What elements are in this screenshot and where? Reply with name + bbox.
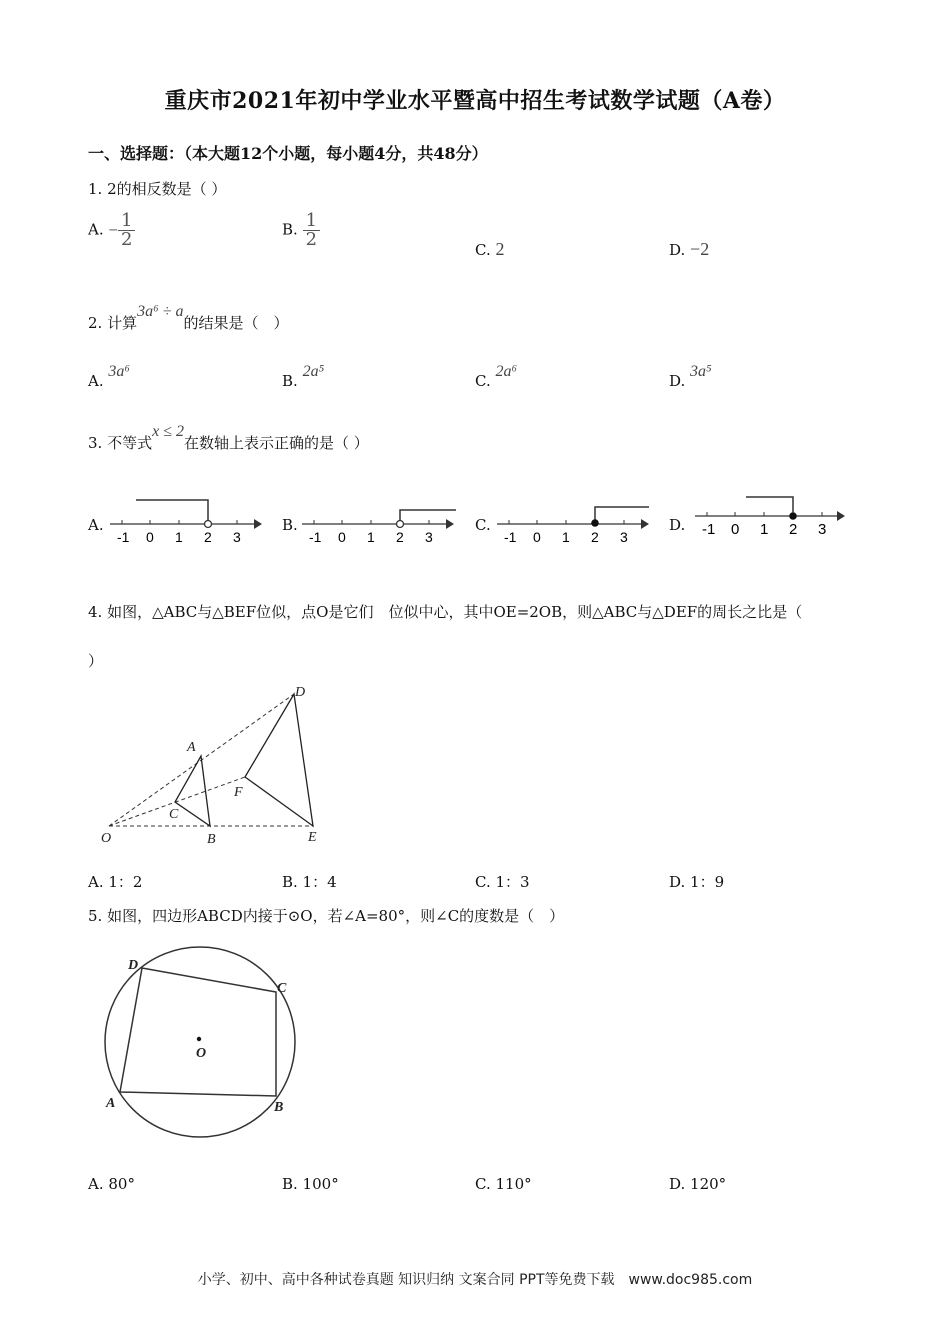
tick-label: 1 bbox=[175, 529, 183, 545]
point-label-b: B bbox=[207, 832, 216, 847]
q3-option-c-numberline bbox=[491, 492, 655, 548]
q3-b-label: B. bbox=[282, 516, 298, 534]
q3-option-d-numberline bbox=[689, 488, 849, 544]
arrow-icon bbox=[641, 519, 649, 529]
q3-stem-pre: 3. 不等式 bbox=[88, 434, 153, 452]
q3-expression: x ≤ 2 bbox=[152, 423, 184, 440]
q2-b-label: B. bbox=[282, 372, 298, 390]
tick-label: 1 bbox=[760, 521, 769, 538]
tick-label: 3 bbox=[818, 521, 827, 538]
q5-stem: 5. 如图，四边形ABCD内接于⊙O，若∠A=80°，则∠C的度数是（ ） bbox=[88, 907, 565, 925]
tick-label: -1 bbox=[117, 529, 130, 545]
point-label-f: F bbox=[234, 785, 243, 800]
point-label-e: E bbox=[308, 830, 317, 845]
point-label-o: O bbox=[196, 1046, 207, 1061]
point-label-o: O bbox=[101, 831, 112, 846]
q2-option-a bbox=[88, 362, 130, 390]
q1-b-fraction bbox=[303, 212, 320, 249]
point-label-d: D bbox=[128, 958, 139, 973]
q1-option-a bbox=[88, 212, 135, 249]
q1-d-label: D. bbox=[669, 241, 686, 259]
triangles bbox=[175, 694, 313, 826]
q3-a-label: A. bbox=[88, 516, 104, 534]
ray-right bbox=[595, 507, 649, 520]
q5-option-a: A. 80° bbox=[88, 1175, 135, 1193]
q1-b-num: 1 bbox=[303, 212, 320, 231]
quadrilateral-abcd bbox=[120, 968, 276, 1096]
q4-option-c: C. 1：3 bbox=[475, 873, 530, 891]
tick-label: 3 bbox=[233, 529, 241, 545]
q1-c-value: 2 bbox=[495, 239, 505, 259]
tick-label: 0 bbox=[731, 521, 740, 538]
arrow-icon bbox=[446, 519, 454, 529]
q2-d-label: D. bbox=[669, 372, 686, 390]
q1-a-den: 2 bbox=[120, 229, 133, 250]
q1-a-fraction bbox=[118, 212, 135, 249]
q5-option-c: C. 110° bbox=[475, 1175, 532, 1193]
q3-c-label: C. bbox=[475, 516, 491, 534]
tick-label: 1 bbox=[367, 529, 375, 545]
circle-o bbox=[105, 947, 295, 1137]
q1-a-num: 1 bbox=[118, 212, 135, 231]
q2-b-value: 2a⁵ bbox=[302, 363, 325, 380]
q3-stem bbox=[88, 423, 369, 453]
closed-point bbox=[789, 512, 797, 520]
point-label-a: A bbox=[187, 740, 196, 755]
q1-d-value: −2 bbox=[690, 239, 710, 259]
q4-stem: 4. 如图，△ABC与△BEF位似，点O是它们 位似中心，其中OE=2OB，则△ABC与△DEF的周长之比是（ bbox=[88, 603, 803, 621]
q2-expression: 3a⁶ ÷ a bbox=[137, 303, 184, 320]
open-point bbox=[397, 521, 404, 528]
q5-option-d: D. 120° bbox=[669, 1175, 727, 1193]
q2-a-label: A. bbox=[88, 372, 104, 390]
q1-option-b bbox=[282, 212, 320, 249]
q1-b-den: 2 bbox=[305, 229, 318, 250]
q4-option-b: B. 1：4 bbox=[282, 873, 337, 891]
q2-c-value: 2a⁶ bbox=[495, 363, 518, 380]
tick-label: 0 bbox=[146, 529, 154, 545]
q4-option-a: A. 1：2 bbox=[88, 873, 143, 891]
q4-option-d: D. 1：9 bbox=[669, 873, 725, 891]
point-label-c: C bbox=[277, 981, 287, 996]
arrow-icon bbox=[837, 511, 845, 521]
tick-label: 3 bbox=[620, 529, 628, 545]
tick-label: 2 bbox=[204, 529, 212, 545]
point-label-a: A bbox=[106, 1096, 116, 1111]
tick-label: -1 bbox=[702, 521, 716, 538]
q4-stem-continued: ） bbox=[88, 652, 104, 670]
ray-right bbox=[400, 510, 456, 520]
q2-stem-post: 的结果是（ ） bbox=[183, 314, 289, 332]
q2-option-c bbox=[475, 362, 518, 390]
q3-d-label: D. bbox=[669, 516, 686, 534]
open-point bbox=[205, 521, 212, 528]
q1-c-label: C. bbox=[475, 241, 491, 259]
point-label-b: B bbox=[274, 1100, 284, 1115]
q2-a-value: 3a⁶ bbox=[108, 363, 130, 380]
tick-label: 2 bbox=[591, 529, 599, 545]
point-label-c: C bbox=[169, 807, 179, 822]
page-title: 重庆市2021年初中学业水平暨高中招生考试数学试题（A卷） bbox=[164, 88, 786, 114]
center-dot bbox=[197, 1037, 201, 1041]
ray-left bbox=[136, 500, 208, 520]
tick-label: 2 bbox=[789, 521, 798, 538]
q1-a-label: A. bbox=[88, 220, 104, 239]
tick-label: -1 bbox=[504, 529, 517, 545]
q1-stem: 1. 2的相反数是（ ） bbox=[88, 180, 227, 198]
q3-option-a-numberline bbox=[104, 492, 264, 548]
closed-point bbox=[591, 519, 599, 527]
q2-option-d bbox=[669, 362, 712, 390]
tick-label: 0 bbox=[338, 529, 346, 545]
q2-option-b bbox=[282, 362, 325, 390]
q2-stem-pre: 2. 计算 bbox=[88, 314, 138, 332]
point-label-d: D bbox=[295, 685, 306, 700]
tick-label: 1 bbox=[562, 529, 570, 545]
q5-option-b: B. 100° bbox=[282, 1175, 339, 1193]
arrow-icon bbox=[254, 519, 262, 529]
q1-option-c bbox=[475, 239, 505, 260]
q1-b-label: B. bbox=[282, 220, 298, 239]
q3-option-b-numberline bbox=[296, 492, 460, 548]
q2-c-label: C. bbox=[475, 372, 491, 390]
tick-label: 3 bbox=[425, 529, 433, 545]
q4-figure bbox=[95, 680, 335, 850]
footer-text: 小学、初中、高中各种试卷真题 知识归纳 文案合同 PPT等免费下载 www.doc985.com bbox=[197, 1272, 753, 1288]
q3-stem-post: 在数轴上表示正确的是（ ） bbox=[183, 434, 369, 452]
q1-a-sign: − bbox=[108, 220, 118, 240]
section-heading: 一、选择题：（本大题12个小题，每小题4分，共48分） bbox=[88, 144, 488, 163]
q2-d-value: 3a⁵ bbox=[690, 363, 712, 380]
tick-label: -1 bbox=[309, 529, 322, 545]
ray-left bbox=[746, 497, 793, 512]
q2-stem bbox=[88, 303, 289, 333]
q5-figure bbox=[98, 940, 308, 1145]
tick-label: 2 bbox=[396, 529, 404, 545]
tick-label: 0 bbox=[533, 529, 541, 545]
q1-option-d bbox=[669, 239, 709, 260]
